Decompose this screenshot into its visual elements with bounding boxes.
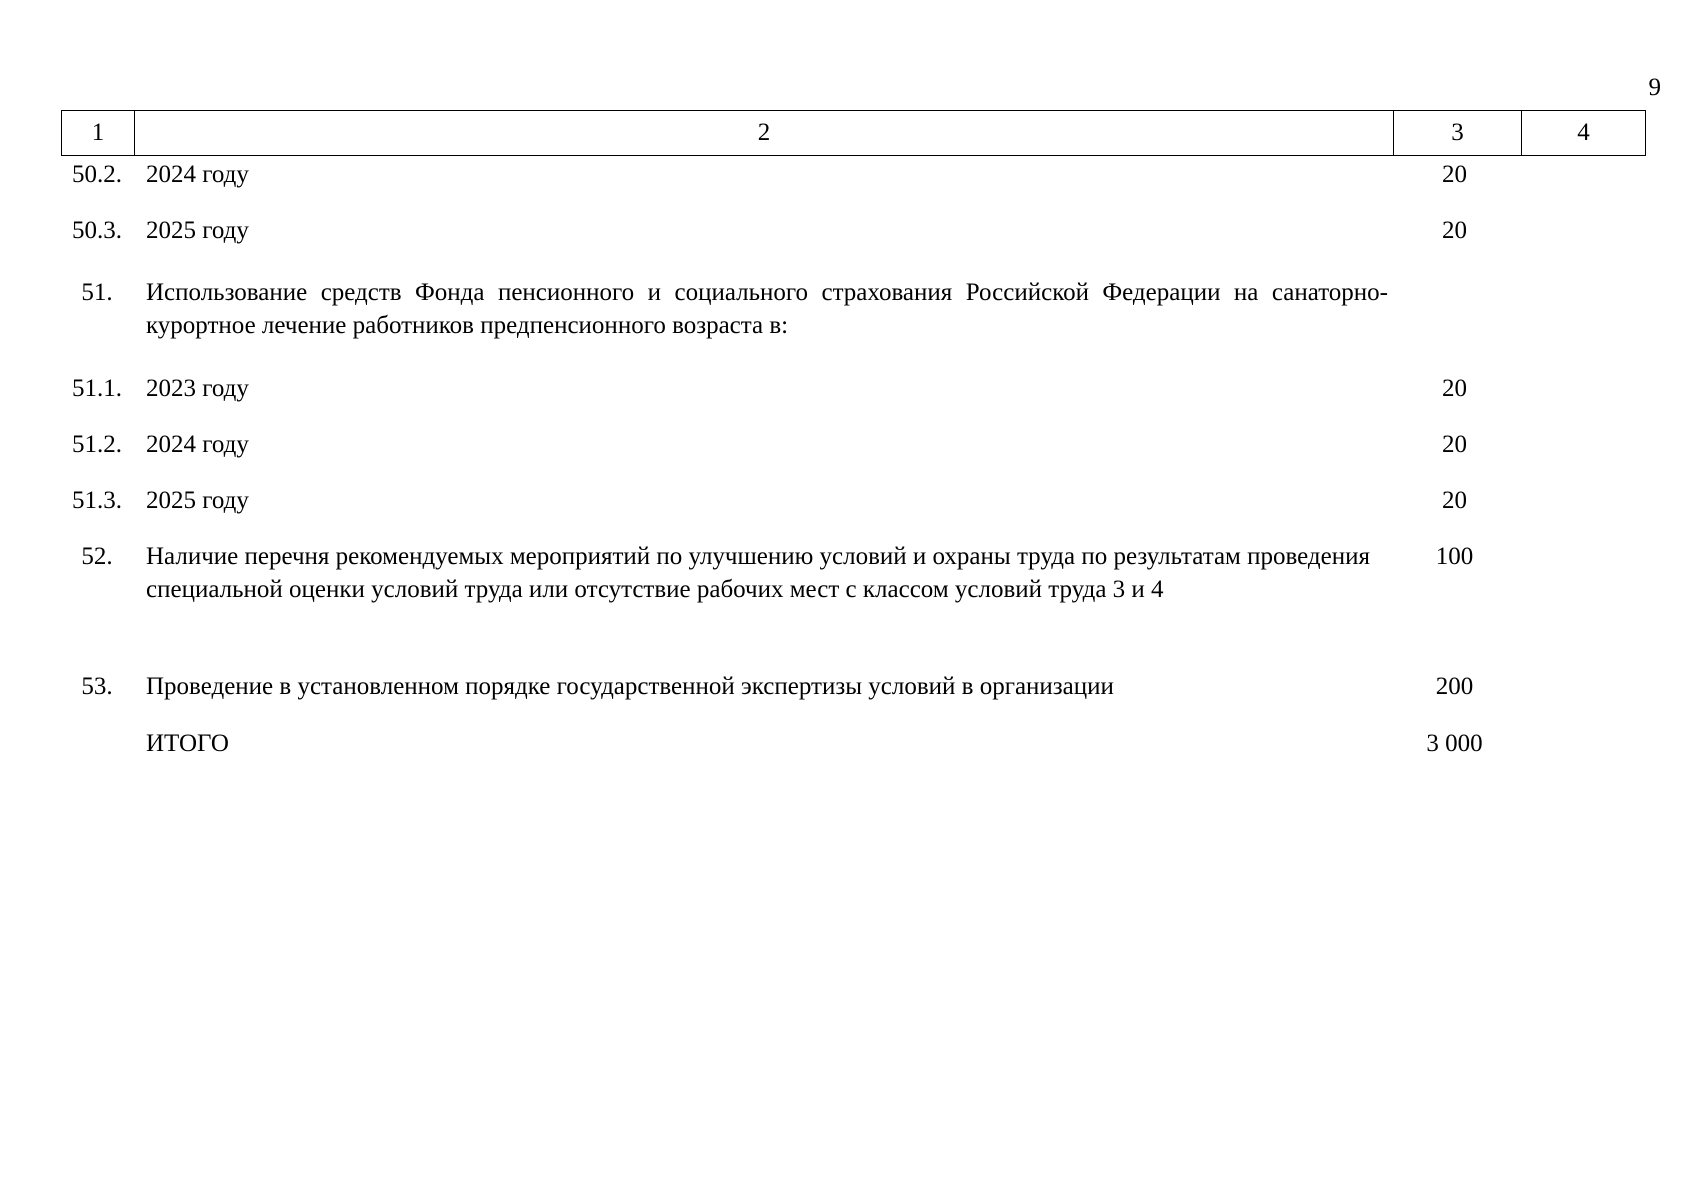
header-col-2: 2 [135,111,1394,156]
row-value: 20 [1442,161,1467,188]
row-number: 51. [81,279,113,306]
row-text: Проведение в установленном порядке государственной экспертизы условий в организации [146,673,1114,700]
row-text: 2024 году [146,431,249,458]
row-number: 52. [81,543,113,570]
row-text: 2024 году [146,161,249,188]
header-col-3: 3 [1394,111,1522,156]
row-number: 51.1. [72,375,122,402]
header-col-4: 4 [1522,111,1646,156]
row-text: Использование средств Фонда пенсионного и социального страхования Российской Федерации на санаторно-курортное лечение работников предпенсионного возраста в: [146,279,1388,339]
row-number: 51.3. [72,487,122,514]
row-text: Наличие перечня рекомендуемых мероприятий по улучшению условий и охраны труда по результатам проведения специальной оценки условий труда или отсутствие рабочих мест с классом условий труда 3 и 4 [146,543,1370,603]
row-value: 200 [1435,673,1474,700]
row-number: 53. [81,673,113,700]
header-row [62,111,1646,156]
row-value: 20 [1442,217,1467,244]
row-number: 50.3. [72,217,122,244]
row-value: 20 [1442,487,1467,514]
row-text: 2023 году [146,375,249,402]
row-value: 100 [1435,543,1474,570]
row-text: 2025 году [146,217,249,244]
row-text: 2025 году [146,487,249,514]
total-value: 3 000 [1426,730,1483,757]
row-value: 20 [1442,431,1467,458]
header-col-1: 1 [62,111,135,156]
page-number: 9 [1648,74,1661,101]
row-number: 51.2. [72,431,122,458]
row-number: 50.2. [72,161,122,188]
column-number-header [61,110,1646,156]
row-value: 20 [1442,375,1467,402]
total-label: ИТОГО [146,730,229,757]
